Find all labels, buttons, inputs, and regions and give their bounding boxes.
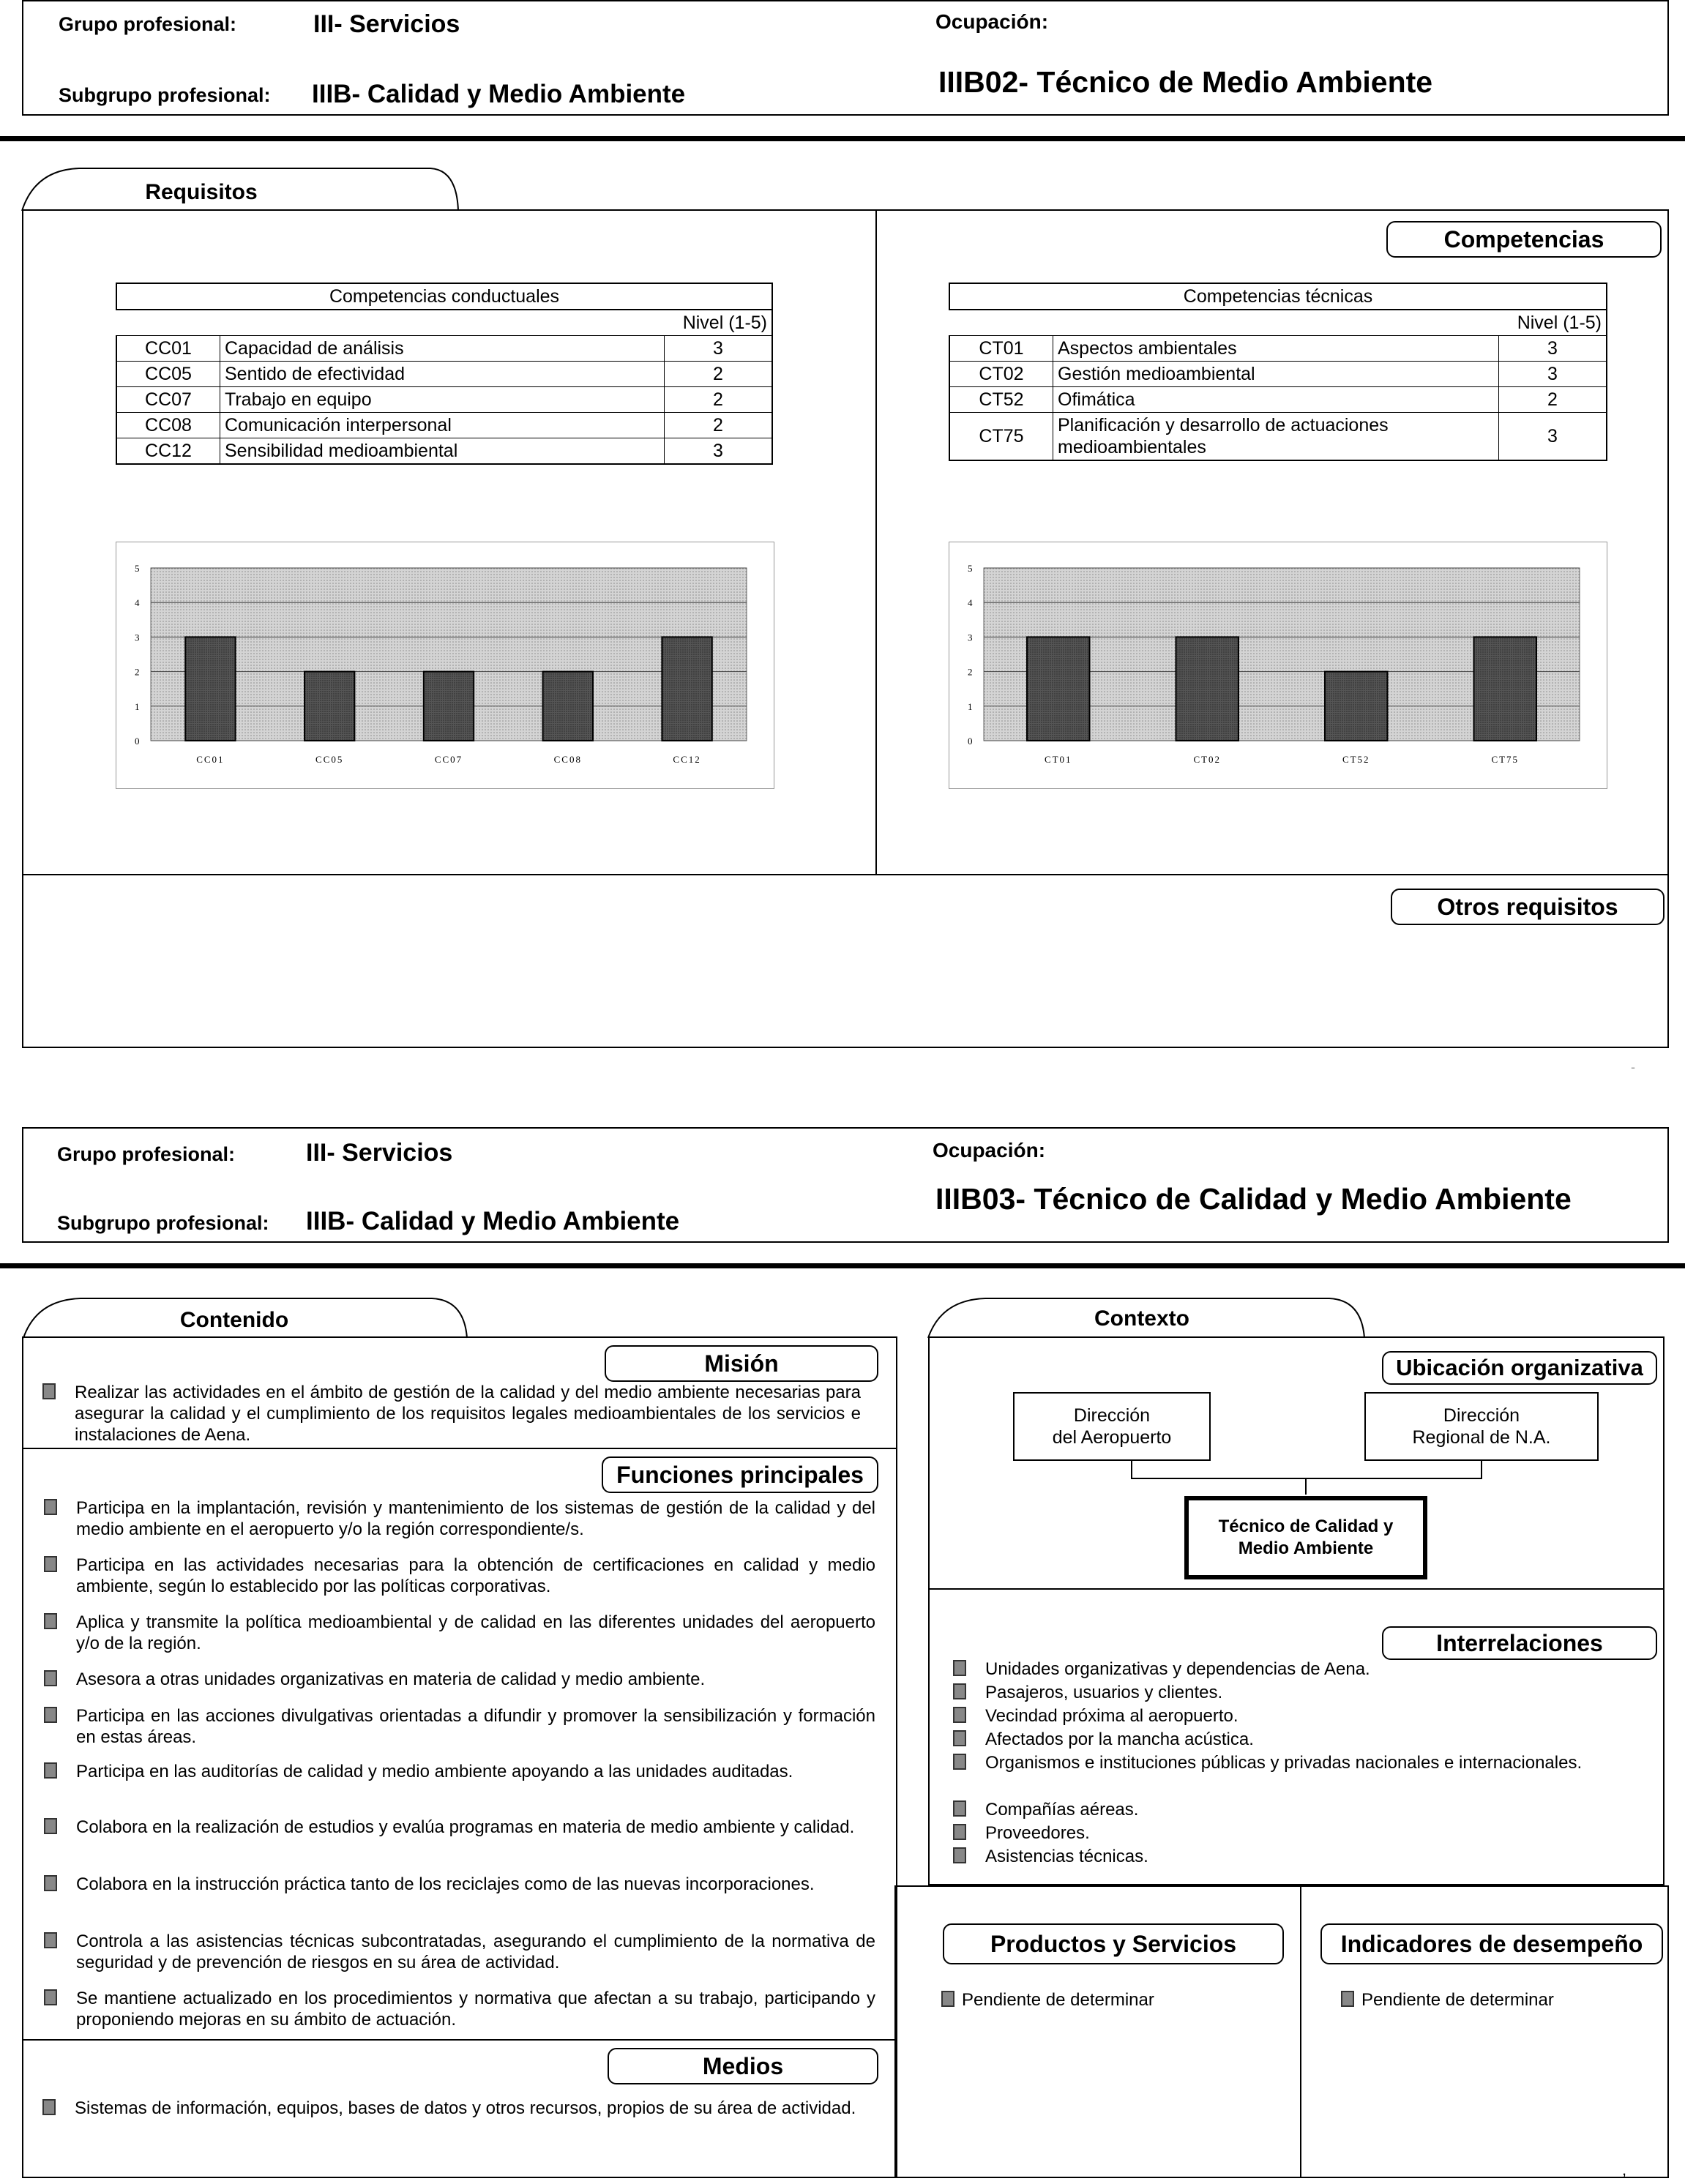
interrelacion-item bbox=[985, 1822, 1644, 1844]
interrelacion-text: Vecindad próxima al aeropuerto. bbox=[985, 1706, 1238, 1726]
cc-level: 3 bbox=[665, 336, 773, 362]
funcion-item bbox=[76, 1497, 875, 1540]
doc2-grupo-value: III- Servicios bbox=[306, 1139, 453, 1167]
cc-level: 2 bbox=[665, 387, 773, 413]
bullet-icon bbox=[44, 1613, 57, 1629]
doc1-subgrupo-value: IIIB- Calidad y Medio Ambiente bbox=[312, 80, 686, 108]
ct-level: 2 bbox=[1499, 387, 1607, 413]
medios-label: Medios bbox=[608, 2048, 878, 2084]
bar-CC08 bbox=[543, 672, 593, 741]
interrelacion-text: Proveedores. bbox=[985, 1823, 1090, 1843]
interrelacion-text: Asistencias técnicas. bbox=[985, 1847, 1148, 1866]
competencias-label: Competencias bbox=[1386, 221, 1662, 258]
y-tick-label: 3 bbox=[968, 632, 973, 643]
cc-level: 3 bbox=[665, 438, 773, 465]
productos-label: Productos y Servicios bbox=[943, 1923, 1284, 1964]
indicadores-text bbox=[1361, 1989, 1554, 2011]
cc-code: CC05 bbox=[116, 362, 220, 387]
ubicacion-label: Ubicación organizativa bbox=[1382, 1351, 1657, 1385]
y-tick-label: 3 bbox=[135, 632, 140, 643]
org-left-line1: Dirección bbox=[1073, 1405, 1151, 1426]
bar-CT75 bbox=[1474, 637, 1536, 741]
funcion-item bbox=[76, 1612, 875, 1654]
cc-table-nivel: Nivel (1-5) bbox=[116, 310, 772, 336]
interrelacion-text: Unidades organizativas y dependencias de Aena. bbox=[985, 1659, 1370, 1679]
interrelacion-text: Organismos e instituciones públicas y privadas nacionales e internacionales. bbox=[985, 1753, 1583, 1773]
corner-mark: , bbox=[1622, 2161, 1627, 2179]
bar-CC01 bbox=[185, 637, 235, 741]
ct-name: Ofimática bbox=[1053, 387, 1499, 413]
bullet-icon bbox=[953, 1847, 966, 1863]
competencias-tecnicas-table bbox=[949, 283, 1607, 461]
bullet-icon bbox=[953, 1824, 966, 1840]
productos-text-content: Pendiente de determinar bbox=[962, 1990, 1154, 2010]
funcion-item bbox=[76, 1817, 875, 1838]
ct-code: CT02 bbox=[949, 362, 1053, 387]
otros-requisitos-label: Otros requisitos bbox=[1391, 889, 1665, 925]
doc1-separator bbox=[0, 136, 1685, 141]
bullet-icon bbox=[953, 1754, 966, 1770]
bullet-icon bbox=[44, 1818, 57, 1834]
doc2-ocupacion-label: Ocupación: bbox=[933, 1139, 1046, 1162]
org-connector-lines bbox=[1127, 1461, 1493, 1497]
y-tick-label: 2 bbox=[968, 666, 973, 678]
ct-table-nivel: Nivel (1-5) bbox=[949, 310, 1607, 336]
ct-level: 3 bbox=[1499, 413, 1607, 461]
org-main-line1: Técnico de Calidad y bbox=[1218, 1517, 1394, 1536]
doc2-grupo-label: Grupo profesional: bbox=[57, 1143, 235, 1165]
org-box-direccion-aeropuerto bbox=[1013, 1392, 1211, 1461]
bar-CT01 bbox=[1027, 637, 1089, 741]
funcion-text: Participa en las auditorías de calidad y medio ambiente apoyando a las unidades auditadas. bbox=[76, 1762, 793, 1781]
contexto-tab[interactable]: Contexto bbox=[1094, 1306, 1189, 1331]
doc1-ocupacion-label: Ocupación: bbox=[935, 10, 1049, 33]
mision-text-content: Realizar las actividades en el ámbito de gestión de la calidad y del medio ambiente necesarias para asegurar la calidad y el cumplimiento de los requisitos legales medioambientales de los servicios e instalaciones de Aena. bbox=[75, 1383, 861, 1445]
doc2-separator bbox=[0, 1263, 1685, 1268]
bullet-icon bbox=[953, 1707, 966, 1723]
funcion-text: Aplica y transmite la política medioambiental y de calidad en las diferentes unidades del aeropuerto y/o de la región. bbox=[76, 1612, 875, 1653]
y-tick-label: 0 bbox=[968, 736, 973, 747]
funciones-divider bbox=[22, 2039, 897, 2041]
org-right-line1: Dirección bbox=[1443, 1405, 1520, 1426]
indicadores-text-content: Pendiente de determinar bbox=[1361, 1990, 1554, 2010]
cc-code: CC12 bbox=[116, 438, 220, 465]
y-tick-label: 1 bbox=[968, 700, 973, 712]
funcion-item bbox=[76, 1988, 875, 2030]
interrelacion-text: Compañías aéreas. bbox=[985, 1800, 1139, 1820]
interrelacion-item bbox=[985, 1729, 1644, 1750]
doc1-grupo-value: III- Servicios bbox=[313, 10, 460, 38]
x-tick-label: CT02 bbox=[1193, 754, 1222, 765]
interrelacion-text: Afectados por la mancha acústica. bbox=[985, 1729, 1254, 1749]
ct-code: CT01 bbox=[949, 336, 1053, 362]
funcion-text: Participa en la implantación, revisión y mantenimiento de los sistemas de gestión de la calidad y del medio ambiente en el aeropuerto y/o la región correspondiente/s. bbox=[76, 1498, 875, 1539]
interrelacion-item bbox=[985, 1846, 1644, 1867]
interrelacion-item bbox=[985, 1682, 1644, 1703]
medios-text bbox=[75, 2098, 861, 2119]
funcion-item bbox=[76, 1874, 875, 1895]
bullet-icon bbox=[42, 2099, 56, 2115]
y-tick-label: 5 bbox=[135, 563, 140, 574]
funcion-text: Asesora a otras unidades organizativas en materia de calidad y medio ambiente. bbox=[76, 1669, 706, 1689]
interrelacion-item bbox=[985, 1799, 1644, 1820]
bullet-icon bbox=[953, 1683, 966, 1699]
doc2-subgrupo-label: Subgrupo profesional: bbox=[57, 1212, 269, 1234]
interrelacion-item bbox=[985, 1658, 1644, 1680]
cc-bar-chart bbox=[116, 542, 773, 788]
x-tick-label: CT52 bbox=[1342, 754, 1370, 765]
funcion-text: Colabora en la realización de estudios y evalúa programas en materia de medio ambiente y calidad. bbox=[76, 1817, 855, 1837]
bar-CC12 bbox=[662, 637, 711, 741]
ct-level: 3 bbox=[1499, 362, 1607, 387]
y-tick-label: 1 bbox=[135, 700, 140, 712]
bar-CC05 bbox=[305, 672, 354, 741]
bar-CC07 bbox=[424, 672, 474, 741]
ct-code: CT75 bbox=[949, 413, 1053, 461]
bar-CT52 bbox=[1325, 672, 1387, 741]
ct-name-line2: medioambientales bbox=[1058, 437, 1206, 457]
funcion-text: Participa en las actividades necesarias para la obtención de certificaciones en calidad y medio ambiente, según lo establecido por las políticas corporativas. bbox=[76, 1555, 875, 1596]
y-tick-label: 0 bbox=[135, 736, 140, 747]
medios-text-content: Sistemas de información, equipos, bases de datos y otros recursos, propios de su área de actividad. bbox=[75, 2098, 856, 2118]
doc2-subgrupo-value: IIIB- Calidad y Medio Ambiente bbox=[306, 1207, 680, 1235]
funcion-text: Colabora en la instrucción práctica tanto de los reciclajes como de las nuevas incorporaciones. bbox=[76, 1874, 815, 1894]
y-tick-label: 4 bbox=[968, 597, 973, 609]
cc-name: Sensibilidad medioambiental bbox=[220, 438, 665, 465]
bullet-icon bbox=[953, 1660, 966, 1676]
cc-code: CC07 bbox=[116, 387, 220, 413]
ct-table-title: Competencias técnicas bbox=[949, 283, 1607, 310]
contenido-tab[interactable]: Contenido bbox=[179, 1308, 289, 1332]
bar-CT02 bbox=[1176, 637, 1238, 741]
x-tick-label: CC07 bbox=[434, 754, 463, 765]
bullet-icon bbox=[44, 1556, 57, 1572]
funcion-item bbox=[76, 1669, 875, 1690]
org-main-line2: Medio Ambiente bbox=[1238, 1538, 1374, 1558]
mision-label: Misión bbox=[605, 1345, 878, 1382]
doc1-grupo-label: Grupo profesional: bbox=[59, 13, 236, 35]
productos-text bbox=[962, 1989, 1154, 2011]
bullet-icon bbox=[44, 1932, 57, 1948]
requisitos-horizontal-divider bbox=[22, 874, 1669, 875]
requisitos-vertical-divider bbox=[875, 209, 877, 875]
funcion-text: Se mantiene actualizado en los procedimientos y normativa que afectan a su trabajo, participando y proponiendo mejoras en su ámbito de actuación. bbox=[76, 1989, 875, 2030]
bullet-icon bbox=[941, 1991, 954, 2007]
page-mark: - bbox=[1631, 1060, 1635, 1074]
indicadores-label: Indicadores de desempeño bbox=[1320, 1923, 1663, 1964]
cc-level: 2 bbox=[665, 362, 773, 387]
funcion-item bbox=[76, 1761, 875, 1782]
ct-name-line1: Planificación y desarrollo de actuaciones bbox=[1058, 415, 1389, 435]
ct-level: 3 bbox=[1499, 336, 1607, 362]
org-right-line2: Regional de N.A. bbox=[1412, 1427, 1551, 1448]
cc-name: Comunicación interpersonal bbox=[220, 413, 665, 438]
bullet-icon bbox=[44, 1499, 57, 1515]
x-tick-label: CT01 bbox=[1044, 754, 1072, 765]
bullet-icon bbox=[44, 1670, 57, 1686]
doc1-ocupacion-value: IIIB02- Técnico de Medio Ambiente bbox=[938, 65, 1433, 99]
bullet-icon bbox=[44, 1989, 57, 2005]
interrelacion-item bbox=[985, 1705, 1644, 1727]
ct-name-multiline bbox=[1053, 413, 1499, 461]
doc1-subgrupo-label: Subgrupo profesional: bbox=[59, 84, 271, 106]
ct-bar-chart bbox=[949, 542, 1606, 788]
cc-table-title: Competencias conductuales bbox=[116, 283, 772, 310]
ct-name: Gestión medioambiental bbox=[1053, 362, 1499, 387]
bullet-icon bbox=[1341, 1991, 1354, 2007]
interrelaciones-label: Interrelaciones bbox=[1382, 1626, 1657, 1660]
cc-name: Sentido de efectividad bbox=[220, 362, 665, 387]
funcion-item bbox=[76, 1705, 875, 1748]
competencias-conductuales-table bbox=[116, 283, 773, 465]
x-tick-label: CC01 bbox=[196, 754, 225, 765]
doc2-ocupacion-value: IIIB03- Técnico de Calidad y Medio Ambiente bbox=[935, 1182, 1572, 1216]
funciones-label: Funciones principales bbox=[602, 1456, 878, 1493]
ct-code: CT52 bbox=[949, 387, 1053, 413]
cc-name: Capacidad de análisis bbox=[220, 336, 665, 362]
contexto-divider bbox=[928, 1588, 1665, 1590]
bullet-icon bbox=[44, 1875, 57, 1891]
x-tick-label: CC05 bbox=[315, 754, 344, 765]
funcion-text: Participa en las acciones divulgativas orientadas a difundir y promover la sensibilización y formación en estas áreas. bbox=[76, 1706, 875, 1747]
y-tick-label: 4 bbox=[135, 597, 140, 609]
cc-name: Trabajo en equipo bbox=[220, 387, 665, 413]
x-tick-label: CT75 bbox=[1491, 754, 1520, 765]
x-tick-label: CC08 bbox=[553, 754, 582, 765]
org-box-tecnico bbox=[1184, 1496, 1427, 1579]
requisitos-tab[interactable]: Requisitos bbox=[145, 180, 258, 204]
org-box-direccion-regional bbox=[1364, 1392, 1599, 1461]
bullet-icon bbox=[953, 1730, 966, 1746]
mision-text bbox=[75, 1382, 861, 1446]
funcion-item bbox=[76, 1555, 875, 1597]
cc-code: CC01 bbox=[116, 336, 220, 362]
funcion-text: Controla a las asistencias técnicas subcontratadas, asegurando el cumplimiento de la normativa de seguridad y de prevención de riesgos en su área de actividad. bbox=[76, 1931, 875, 1972]
y-tick-label: 2 bbox=[135, 666, 140, 678]
bullet-icon bbox=[42, 1383, 56, 1399]
ct-name: Aspectos ambientales bbox=[1053, 336, 1499, 362]
bullet-icon bbox=[44, 1707, 57, 1723]
cc-code: CC08 bbox=[116, 413, 220, 438]
mision-divider bbox=[22, 1448, 897, 1449]
funcion-item bbox=[76, 1931, 875, 1973]
org-left-line2: del Aeropuerto bbox=[1052, 1427, 1172, 1448]
bullet-icon bbox=[44, 1762, 57, 1779]
x-tick-label: CC12 bbox=[673, 754, 701, 765]
interrelacion-text: Pasajeros, usuarios y clientes. bbox=[985, 1683, 1223, 1702]
y-tick-label: 5 bbox=[968, 563, 973, 574]
cc-level: 2 bbox=[665, 413, 773, 438]
bullet-icon bbox=[953, 1800, 966, 1817]
interrelacion-item bbox=[985, 1752, 1644, 1773]
